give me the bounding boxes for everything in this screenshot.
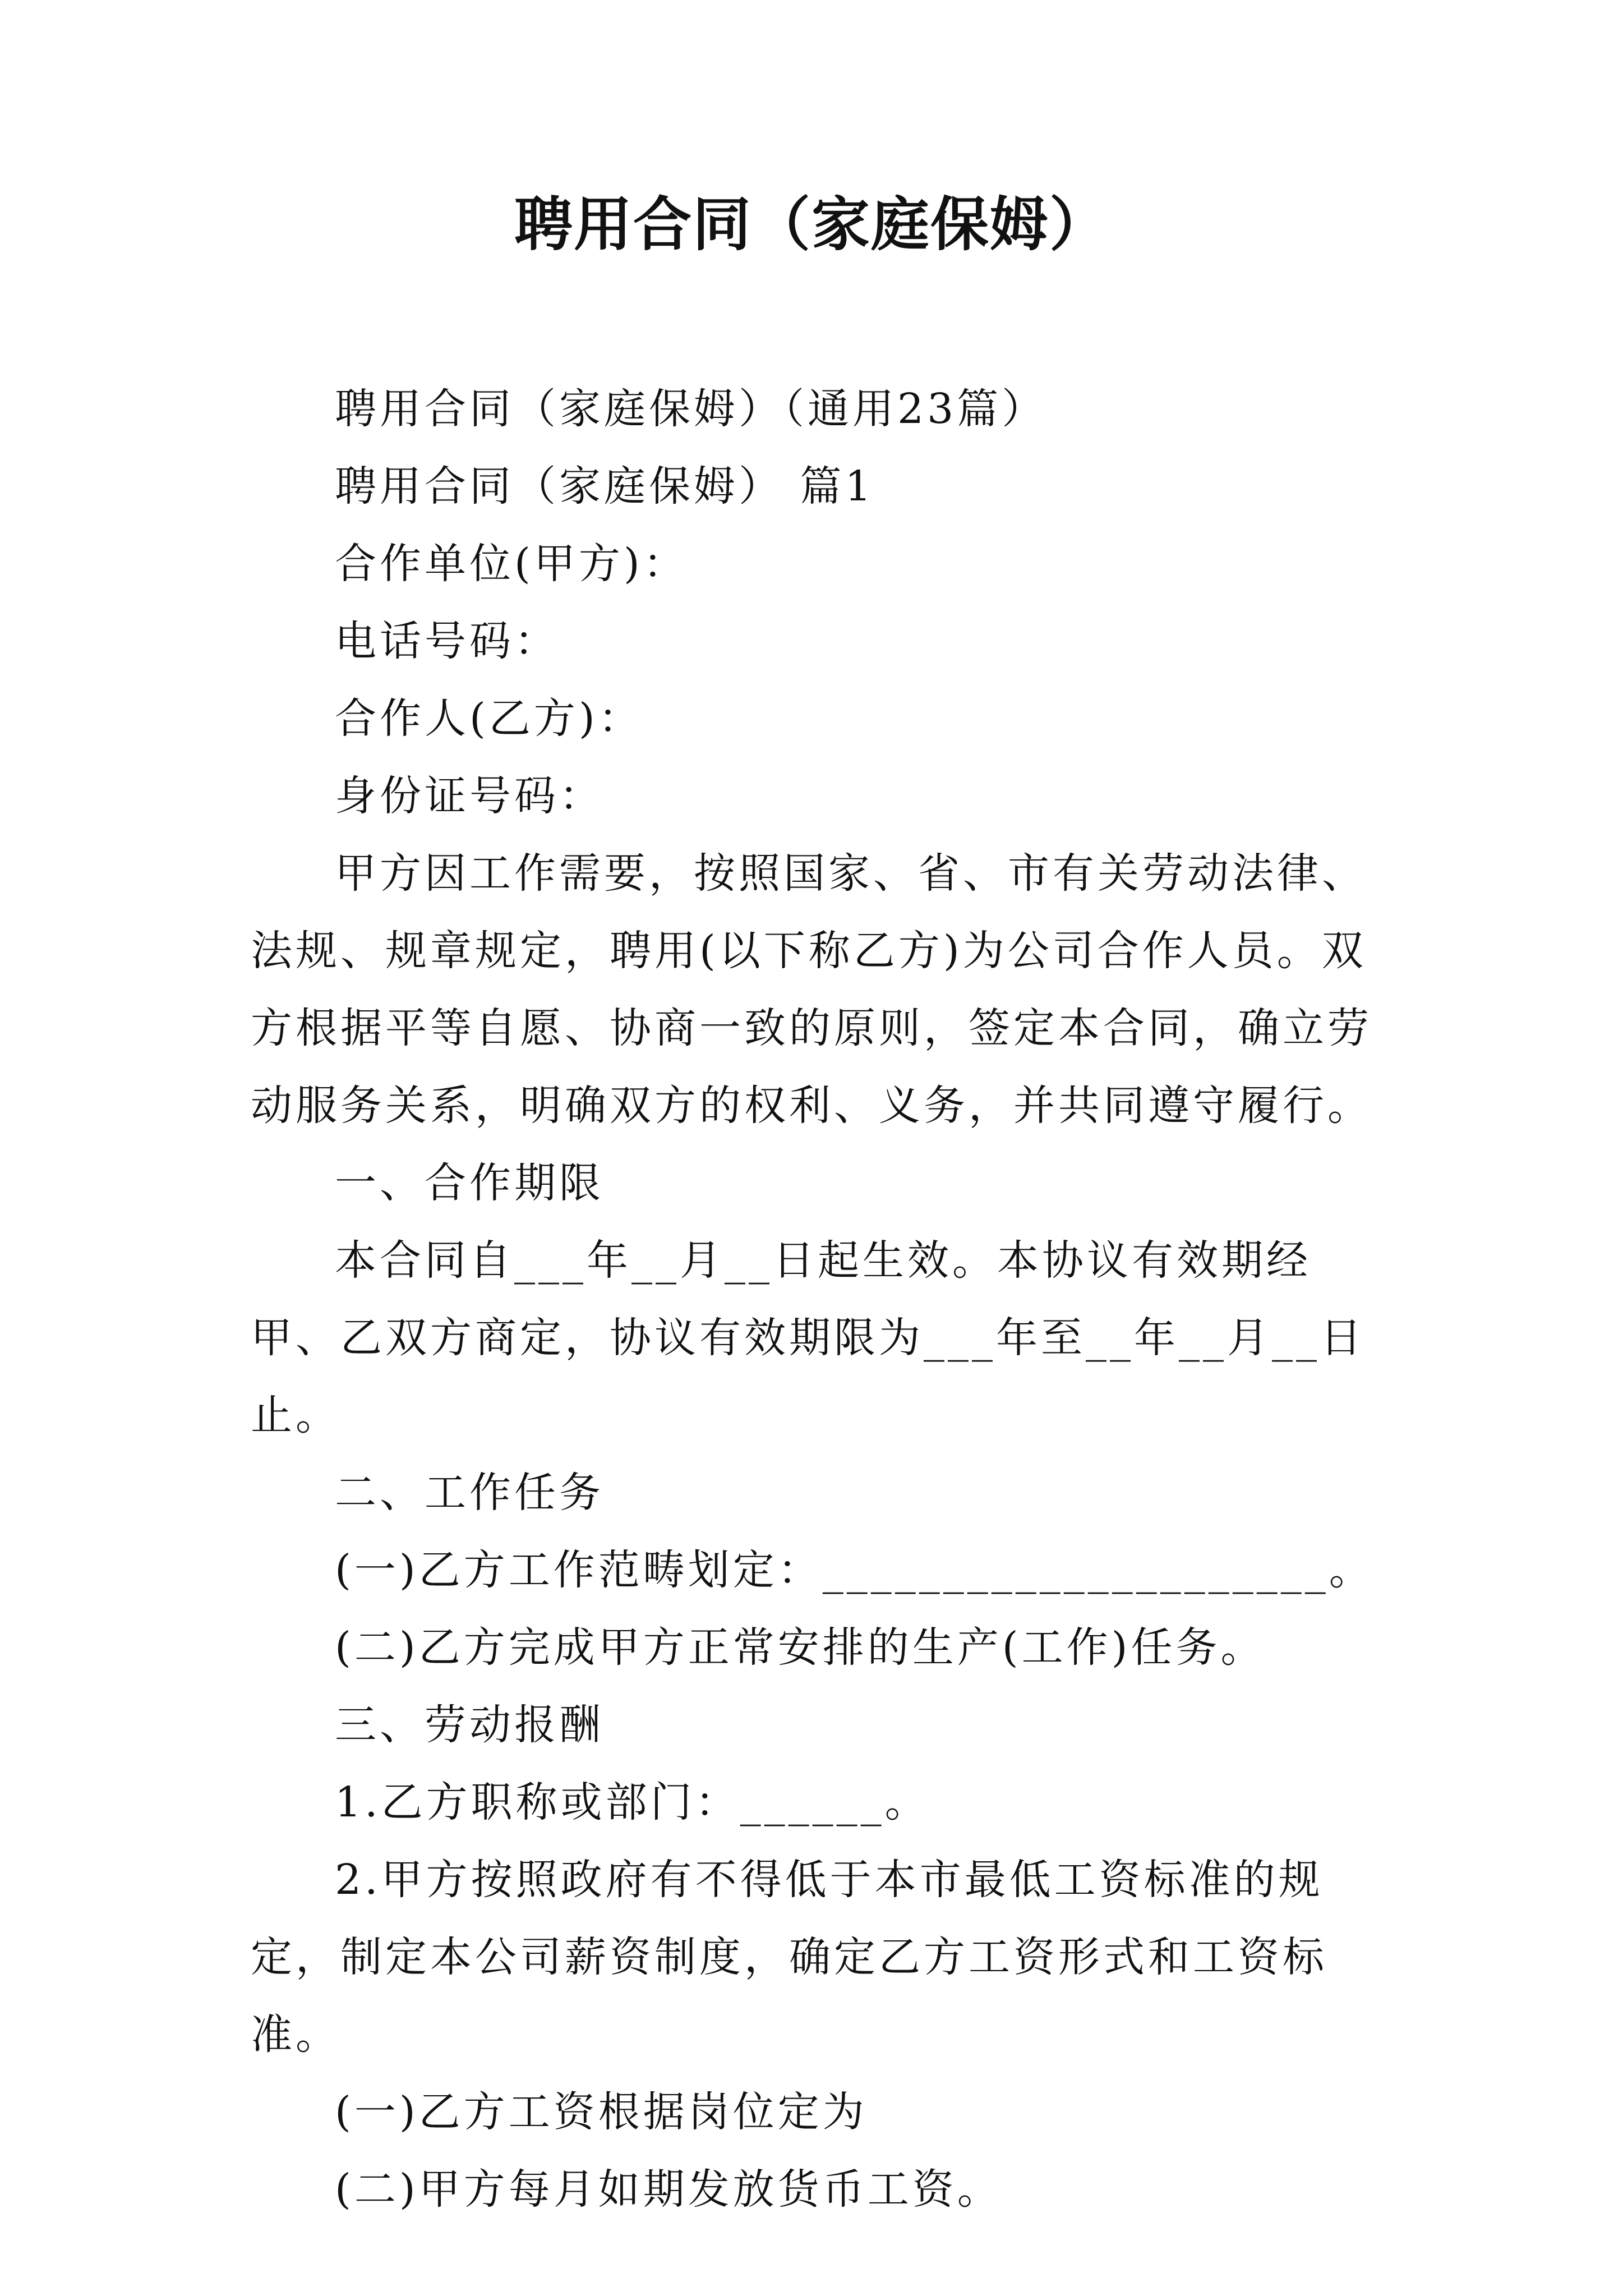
paragraph-salary-payment: (二)甲方每月如期发放货币工资。 (335, 2165, 1002, 2214)
section-heading-pay: 三、劳动报酬 (335, 1701, 604, 1749)
paragraph-part-heading: 聘用合同（家庭保姆） 篇1 (335, 462, 875, 510)
paragraph-job-title: 1.乙方职称或部门：______。 (335, 1778, 930, 1826)
paragraph-id-number: 身份证号码： (335, 772, 604, 820)
paragraph-phone: 电话号码： (335, 617, 559, 665)
document-body (251, 370, 1389, 2228)
paragraph-collection-title: 聘用合同（家庭保姆）（通用23篇） (335, 385, 1047, 433)
paragraph-task-scope: (一)乙方工作范畴划定：_____________________。 (335, 1546, 1374, 1594)
section-heading-term: 一、合作期限 (335, 1159, 604, 1207)
document-title: 聘用合同（家庭保姆） (514, 190, 1109, 259)
paragraph-salary-system: 2.甲方按照政府有不得低于本市最低工资标准的规定，制定本公司薪资制度，确定乙方工资形式和工资标准。 (251, 1856, 1327, 2059)
paragraph-term: 本合同自___年__月__日起生效。本协议有效期经甲、乙双方商定，协议有效期限为___年至__年__月__日止。 (251, 1236, 1365, 1439)
paragraph-preamble: 甲方因工作需要，按照国家、省、市有关劳动法律、法规、规章规定，聘用(以下称乙方)为公司合作人员。双方根据平等自愿、协商一致的原则，签定本合同，确立劳动服务关系，明确双方的权利、义务，并共同遵守履行。 (251, 849, 1372, 1130)
paragraph-salary-post: (一)乙方工资根据岗位定为 (335, 2088, 868, 2136)
paragraph-party-a: 合作单位(甲方)： (335, 540, 688, 588)
paragraph-party-b: 合作人(乙方)： (335, 694, 643, 743)
section-heading-tasks: 二、工作任务 (335, 1469, 604, 1517)
paragraph-task-complete: (二)乙方完成甲方正常安排的生产(工作)任务。 (335, 1623, 1266, 1672)
